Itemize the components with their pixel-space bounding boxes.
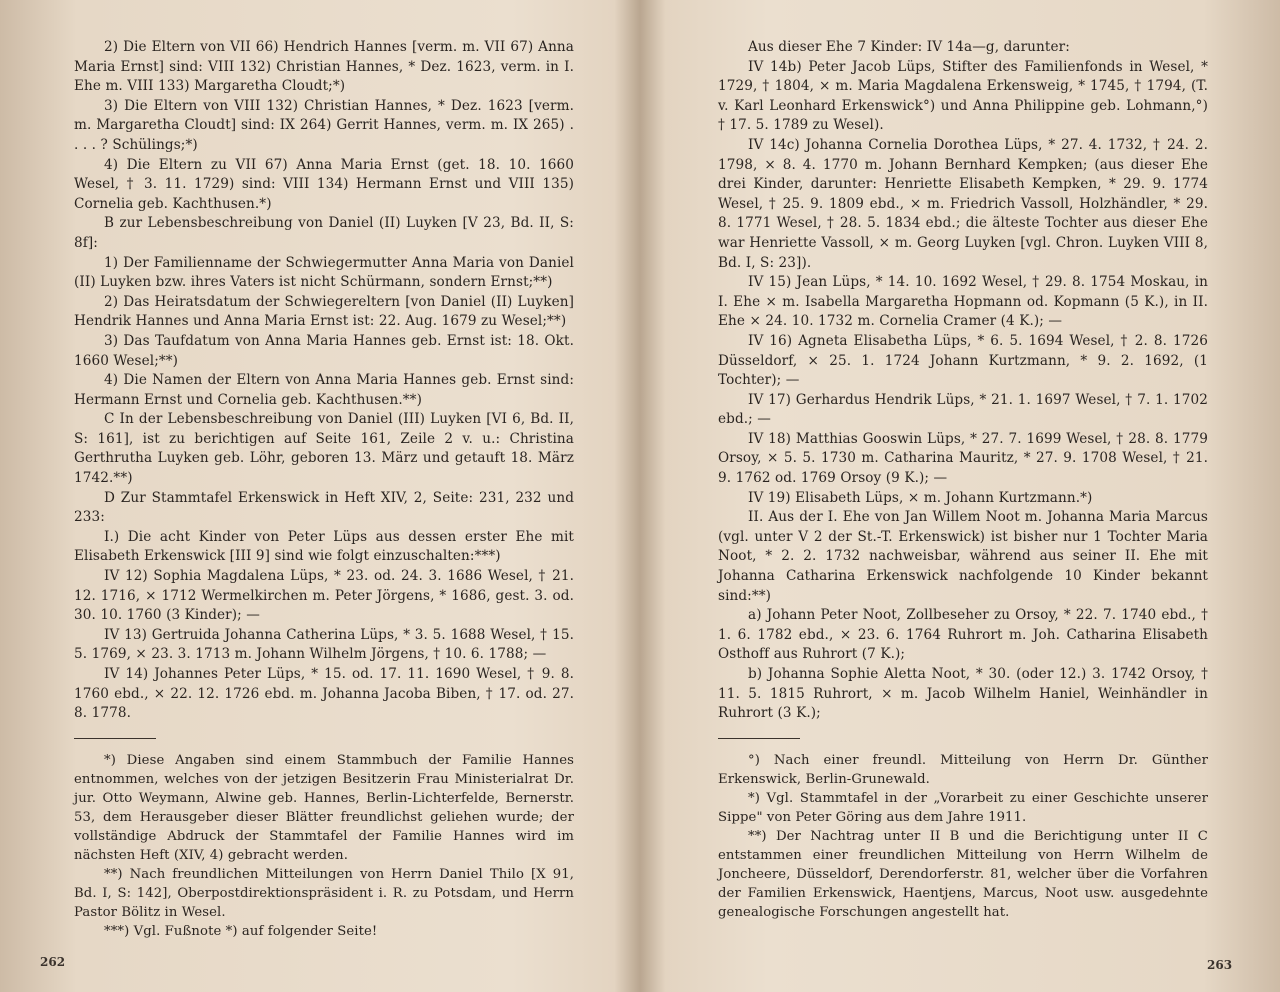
genealogy-entry: IV 14b) Peter Jacob Lüps, Stifter des Familienfonds in Wesel, * 1729, † 1804, × m. Maria Magdalena Erkensweig, * 1745, † 1794, (T. v. Karl Leonhard Erkenswick°) und Anna Philippine geb. Lohmann,°) † 17. 5. 1789 zu Wesel). bbox=[718, 58, 1208, 134]
genealogy-entry: a) Johann Peter Noot, Zollbeseher zu Orsoy, * 22. 7. 1740 ebd., † 1. 6. 1782 ebd., × 23. 6. 1764 Ruhrort m. Joh. Catharina Elisabeth Osthoff aus Ruhrort (7 K.); bbox=[718, 607, 1208, 663]
footnote-rule bbox=[74, 738, 156, 739]
left-page bbox=[74, 38, 574, 968]
section-heading-d: D Zur Stammtafel Erkenswick in Heft XIV, 2, Seite: 231, 232 und 233: bbox=[74, 489, 574, 526]
genealogy-entry: IV 16) Agneta Elisabetha Lüps, * 6. 5. 1694 Wesel, † 2. 8. 1726 Düsseldorf, × 25. 1. 1724 Johann Kurtzmann, * 9. 2. 1692, (1 Tochter); — bbox=[718, 332, 1208, 389]
paragraph: 2) Die Eltern von VII 66) Hendrich Hannes [verm. m. VII 67) Anna Maria Ernst] sind: VIII 132) Christian Hannes, * Dez. 1623, verm. in I. Ehe m. VIII 133) Margaretha Cloudt;*) bbox=[74, 39, 574, 95]
genealogy-entry: IV 15) Jean Lüps, * 14. 10. 1692 Wesel, † 29. 8. 1754 Moskau, in I. Ehe × m. Isabella Margaretha Hopmann od. Kopmann (5 K.), in II. Ehe × 24. 10. 1732 m. Cornelia Cramer (4 K.); — bbox=[718, 274, 1208, 330]
footnote: *) Vgl. Stammtafel in der „Vorarbeit zu einer Geschichte unserer Sippe" von Peter Göring aus dem Jahre 1911. bbox=[718, 790, 1208, 825]
genealogy-entry: b) Johanna Sophie Aletta Noot, * 30. (oder 12.) 3. 1742 Orsoy, † 11. 5. 1815 Ruhrort, × m. Jacob Wilhelm Haniel, Weinhändler in Ruhrort (3 K.); bbox=[718, 666, 1208, 722]
genealogy-entry: IV 12) Sophia Magdalena Lüps, * 23. od. 24. 3. 1686 Wesel, † 21. 12. 1716, × 1712 Wermelkirchen m. Peter Jörgens, * 1686, gest. 3. od. 30. 10. 1760 (3 Kinder); — bbox=[74, 568, 574, 624]
footnote: °) Nach einer freundl. Mitteilung von Herrn Dr. Günther Erkenswick, Berlin-Grunewald. bbox=[718, 752, 1208, 787]
paragraph: 4) Die Namen der Eltern von Anna Maria Hannes geb. Ernst sind: Hermann Ernst und Cornelia geb. Kachthusen.**) bbox=[74, 372, 574, 408]
footnote: **) Nach freundlichen Mitteilungen von Herrn Daniel Thilo [X 91, Bd. I, S: 142], Oberpostdirektionspräsident i. R. zu Potsdam, und Herrn Pastor Bölitz in Wesel. bbox=[74, 866, 574, 920]
genealogy-entry: IV 14) Johannes Peter Lüps, * 15. od. 17. 11. 1690 Wesel, † 9. 8. 1760 ebd., × 22. 12. 1726 ebd. m. Johanna Jacoba Biben, † 17. od. 27. 8. 1778. bbox=[74, 666, 574, 722]
page-number-right: 263 bbox=[1207, 958, 1233, 972]
genealogy-entry: IV 19) Elisabeth Lüps, × m. Johann Kurtzmann.*) bbox=[748, 489, 1093, 506]
genealogy-entry: IV 13) Gertruida Johanna Catherina Lüps, * 3. 5. 1688 Wesel, † 15. 5. 1769, × 23. 3. 1713 m. Johann Wilhelm Jörgens, † 10. 6. 1788; — bbox=[74, 626, 574, 663]
footnote: **) Der Nachtrag unter II B und die Berichtigung unter II C entstammen einer freundlichen Mitteilung von Herrn Wilhelm de Joncheere, Düsseldorf, Derendorferstr. 81, welcher über die Vorfahren der Familien Erkenswick, Haentjens, Marcus, Noot usw. ausgedehnte genealogische Forschungen angestellt hat. bbox=[718, 828, 1208, 920]
section-heading-b: B zur Lebensbeschreibung von Daniel (II) Luyken [V 23, Bd. II, S: 8f]: bbox=[74, 215, 574, 251]
page-number-left: 262 bbox=[40, 955, 66, 969]
genealogy-entry: IV 14c) Johanna Cornelia Dorothea Lüps, * 27. 4. 1732, † 24. 2. 1798, × 8. 4. 1770 m. Johann Bernhard Kempken; (aus dieser Ehe drei Kinder, darunter: Henriette Elisabeth Kempken, * 29. 9. 1774 Wesel, † 25. 9. 1809 ebd., × m. Friedrich Vassoll, Holzhändler, * 29. 8. 1771 Wesel, † 28. 5. 1834 ebd.; die älteste Tochter aus dieser Ehe war Henriette Vassoll, × m. Georg Luyken [vgl. Chron. Luyken VIII 8, Bd. I, S: 23]). bbox=[718, 136, 1208, 271]
paragraph: 2) Das Heiratsdatum der Schwiegereltern [von Daniel (II) Luyken] Hendrik Hannes und Anna Maria Ernst ist: 22. Aug. 1679 zu Wesel;**) bbox=[74, 293, 574, 330]
footnote: ***) Vgl. Fußnote *) auf folgender Seite! bbox=[104, 923, 378, 939]
paragraph: 3) Das Taufdatum von Anna Maria Hannes geb. Ernst ist: 18. Okt. 1660 Wesel;**) bbox=[74, 332, 574, 369]
right-page bbox=[718, 38, 1208, 968]
footnote: *) Diese Angaben sind einem Stammbuch der Familie Hannes entnommen, welches von der jetzigen Besitzerin Frau Ministerialrat Dr. jur. Otto Weymann, Alwine geb. Hannes, Berlin-Lichterfelde, Bernerstr. 53, dem Herausgeber dieser Blätter freundlichst geliehen wurde; der vollständige Abdruck der Stammtafel der Familie Hannes wird im nächsten Heft (XIV, 4) gebracht werden. bbox=[74, 752, 574, 863]
footnote-rule bbox=[718, 738, 800, 739]
paragraph: Aus dieser Ehe 7 Kinder: IV 14a—g, darunter: bbox=[748, 39, 1070, 55]
paragraph: II. Aus der I. Ehe von Jan Willem Noot m. Johanna Maria Marcus (vgl. unter V 2 der St.-T. Erkenswick) ist bisher nur 1 Tochter Maria Noot, * 2. 2. 1732 nachweisbar, während aus seiner II. Ehe mit Johanna Catharina Erkenswick nachfolgende 10 Kinder bekannt sind:**) bbox=[718, 509, 1208, 604]
paragraph: 4) Die Eltern zu VII 67) Anna Maria Ernst (get. 18. 10. 1660 Wesel, † 3. 11. 1729) sind: VIII 134) Hermann Ernst und VIII 135) Cornelia geb. Kachthusen.*) bbox=[74, 156, 574, 212]
section-heading-c: C In der Lebensbeschreibung von Daniel (III) Luyken [VI 6, Bd. II, S: 161], ist zu berichtigen auf Seite 161, Zeile 2 v. u.: Christina Gerthrutha Luyken geb. Löhr, geboren 13. März und getauft 18. März 1742.**) bbox=[74, 411, 574, 487]
paragraph: 1) Der Familienname der Schwiegermutter Anna Maria von Daniel (II) Luyken bzw. ihres Vaters ist nicht Schürmann, sondern Ernst;**) bbox=[74, 254, 574, 291]
genealogy-entry: IV 18) Matthias Gooswin Lüps, * 27. 7. 1699 Wesel, † 28. 8. 1779 Orsoy, × 5. 5. 1730 m. Catharina Mauritz, * 27. 9. 1708 Wesel, † 21. 9. 1762 od. 1769 Orsoy (9 K.); — bbox=[718, 430, 1208, 487]
genealogy-entry: IV 17) Gerhardus Hendrik Lüps, * 21. 1. 1697 Wesel, † 7. 1. 1702 ebd.; — bbox=[718, 391, 1208, 428]
paragraph: I.) Die acht Kinder von Peter Lüps aus dessen erster Ehe mit Elisabeth Erkenswick [III 9] sind wie folgt einzuschalten:***) bbox=[74, 528, 574, 565]
paragraph: 3) Die Eltern von VIII 132) Christian Hannes, * Dez. 1623 [verm. m. Margaretha Cloudt] sind: IX 264) Gerrit Hannes, verm. m. IX 265) . . . . ? Schülings;*) bbox=[74, 97, 574, 153]
